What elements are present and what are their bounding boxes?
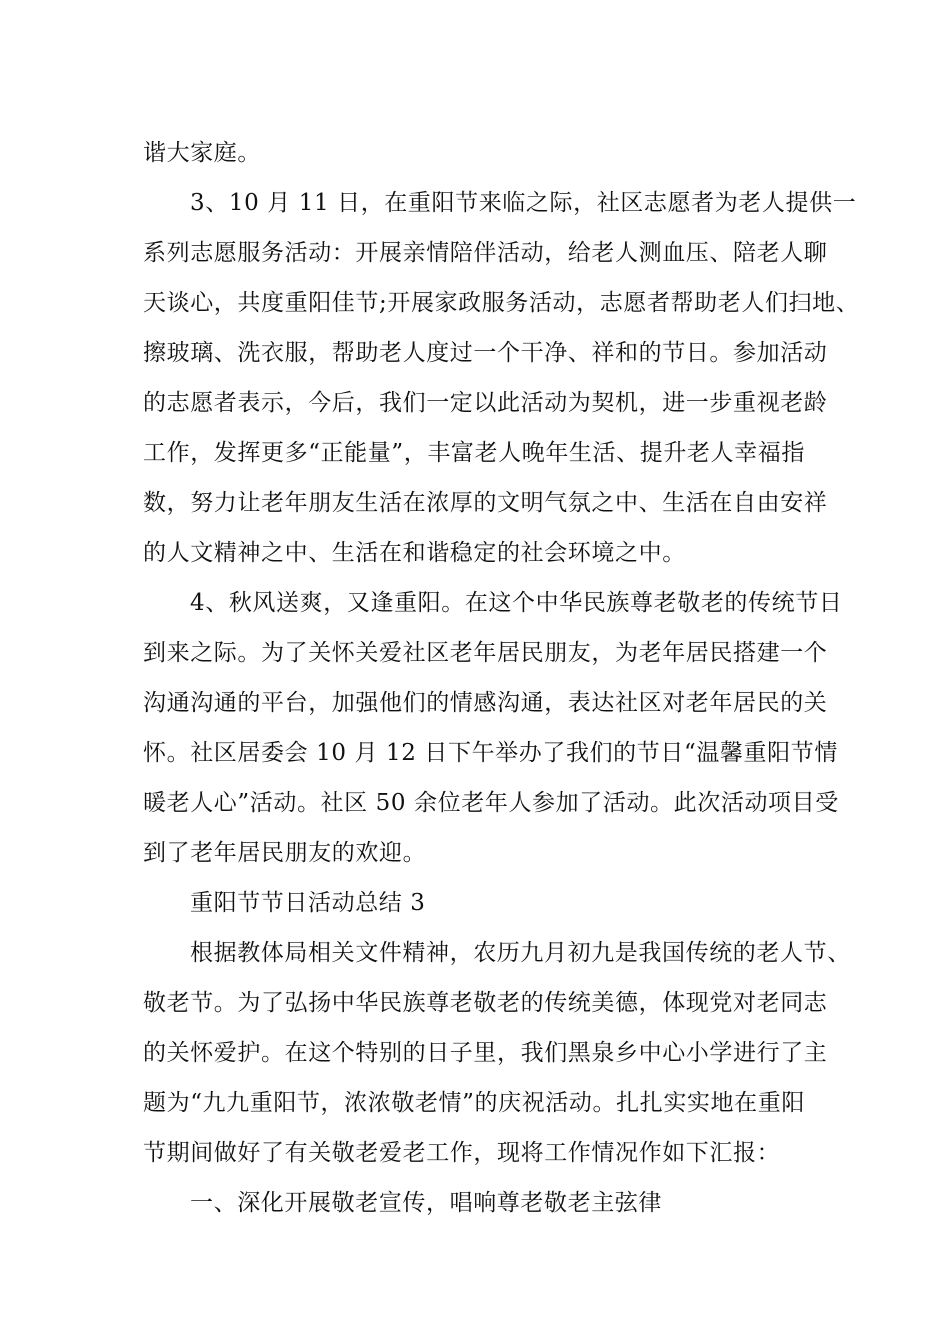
text-line: 怀。社区居委会 10 月 12 日下午举办了我们的节日“温馨重阳节情 bbox=[143, 740, 838, 766]
text-line: 天谈心，共度重阳佳节;开展家政服务活动，志愿者帮助老人们扫地、 bbox=[143, 290, 860, 316]
subsection-heading: 一、深化开展敬老宣传，唱响尊老敬老主弦律 bbox=[190, 1190, 662, 1216]
text-line: 系列志愿服务活动：开展亲情陪伴活动，给老人测血压、陪老人聊 bbox=[143, 240, 828, 266]
text-line: 到来之际。为了关怀关爱社区老年居民朋友，为老年居民搭建一个 bbox=[143, 640, 828, 666]
text-line: 沟通沟通的平台，加强他们的情感沟通，表达社区对老年居民的关 bbox=[143, 690, 828, 716]
text-line: 数，努力让老年朋友生活在浓厚的文明气氛之中、生活在自由安祥 bbox=[143, 490, 828, 516]
text-line: 3、10 月 11 日，在重阳节来临之际，社区志愿者为老人提供一 bbox=[190, 190, 857, 216]
text-line: 的人文精神之中、生活在和谐稳定的社会环境之中。 bbox=[143, 540, 686, 566]
text-line: 的关怀爱护。在这个特别的日子里，我们黑泉乡中心小学进行了主 bbox=[143, 1040, 828, 1066]
text-line: 节期间做好了有关敬老爱老工作，现将工作情况作如下汇报： bbox=[143, 1140, 781, 1166]
text-line: 工作，发挥更多“正能量”，丰富老人晚年生活、提升老人幸福指 bbox=[143, 440, 805, 466]
text-line: 擦玻璃、洗衣服，帮助老人度过一个干净、祥和的节日。参加活动 bbox=[143, 340, 828, 366]
text-line: 到了老年居民朋友的欢迎。 bbox=[143, 840, 427, 866]
text-line: 题为“九九重阳节，浓浓敬老情”的庆祝活动。扎扎实实地在重阳 bbox=[143, 1090, 805, 1116]
text-line: 暖老人心”活动。社区 50 余位老年人参加了活动。此次活动项目受 bbox=[143, 790, 839, 816]
text-line: 根据教体局相关文件精神，农历九月初九是我国传统的老人节、 bbox=[190, 940, 851, 966]
text-line: 4、秋风送爽，又逢重阳。在这个中华民族尊老敬老的传统节日 bbox=[190, 590, 843, 616]
text-line: 谐大家庭。 bbox=[143, 140, 261, 166]
text-line: 的志愿者表示，今后，我们一定以此活动为契机，进一步重视老龄 bbox=[143, 390, 828, 416]
text-line: 敬老节。为了弘扬中华民族尊老敬老的传统美德，体现党对老同志 bbox=[143, 990, 828, 1016]
section-heading: 重阳节节日活动总结 3 bbox=[190, 890, 426, 916]
